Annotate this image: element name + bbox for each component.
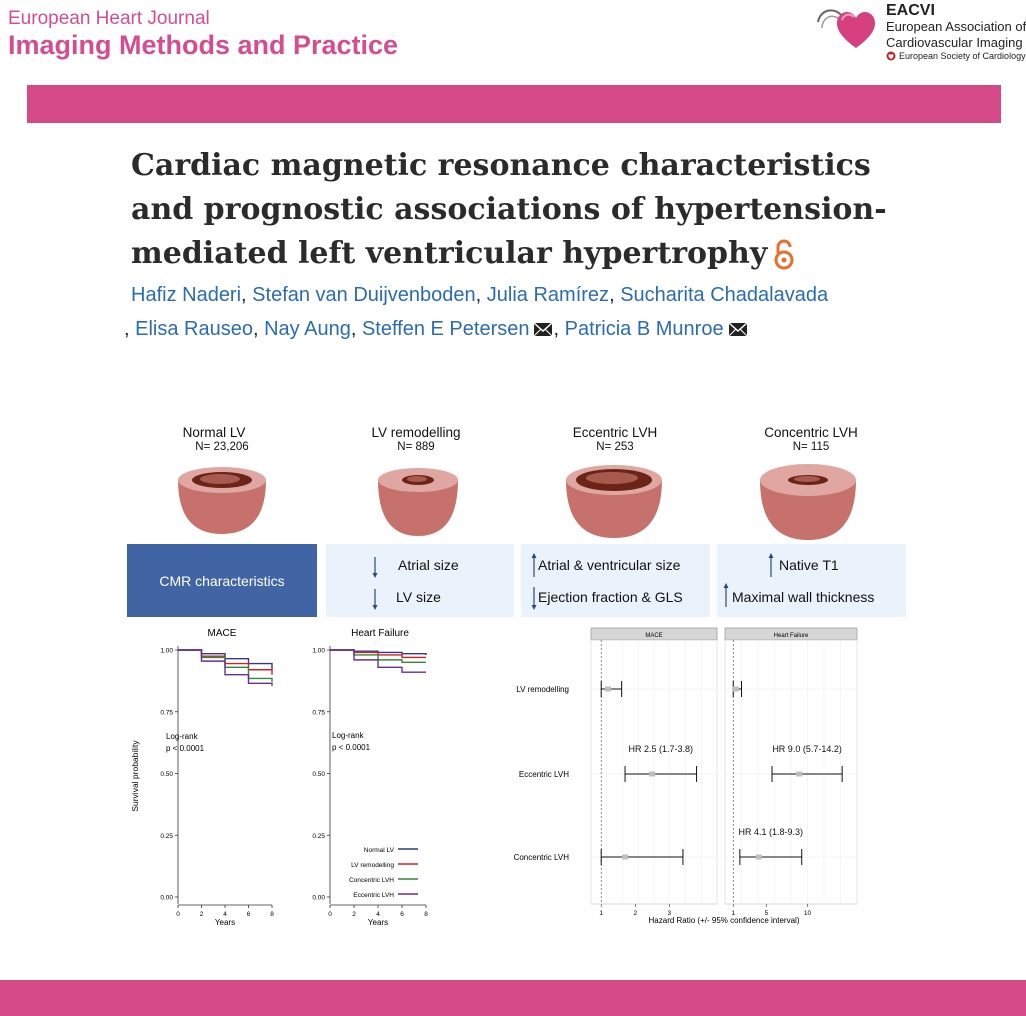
forest-panel-title: Heart Failure	[773, 633, 809, 639]
group-name-concentric: Concentric LVH	[764, 425, 858, 440]
forest-hr-label: HR 4.1 (1.8-9.3)	[738, 827, 804, 837]
arrow-down-icon	[530, 586, 538, 612]
forest-x-tick-label: 3	[667, 910, 672, 917]
esc-heart-icon	[886, 51, 896, 61]
mail-icon[interactable]	[533, 322, 553, 337]
ejection-fraction-gls-label: Ejection fraction & GLS	[538, 589, 683, 605]
heart-concentric-lvh-illustration	[758, 460, 858, 542]
y-tick-label: 0.75	[312, 709, 325, 717]
heart-lv-remodelling-illustration	[376, 462, 460, 538]
y-tick-label: 0.75	[160, 709, 173, 717]
journal-subtitle: Imaging Methods and Practice	[8, 30, 399, 60]
atrial-size-label: Atrial size	[398, 557, 459, 573]
author-link[interactable]: Sucharita Chadalavada	[620, 284, 829, 306]
eacvi-name-line1: European Association of	[886, 19, 1026, 34]
eacvi-heart-logo	[812, 2, 884, 50]
annotation-p-value: p < 0.0001	[166, 744, 205, 753]
legend-label: LV remodelling	[351, 862, 394, 869]
x-tick-label: 8	[270, 911, 274, 918]
group-n-remodelling: N= 889	[397, 441, 435, 453]
header-band	[27, 85, 1001, 123]
group-n-eccentric: N= 253	[596, 441, 634, 453]
esc-label	[886, 51, 1026, 61]
x-axis-label: Years	[214, 918, 236, 927]
atrial-ventricular-size-label: Atrial & ventricular size	[538, 557, 681, 573]
arrow-up-icon	[530, 552, 538, 578]
annotation-p-value: p < 0.0001	[332, 743, 371, 752]
arrow-up-icon	[722, 582, 730, 608]
legend-label: Normal LV	[363, 847, 394, 854]
y-tick-label: 1.00	[160, 647, 173, 655]
km-chart-title: Heart Failure	[351, 628, 409, 639]
forest-panel-title: MACE	[645, 633, 663, 639]
authors-line1: Hafiz Naderi, Stefan van Duijvenboden, Julia Ramírez, Sucharita Chadalavada	[131, 284, 829, 306]
author-link[interactable]: Elisa Rauseo	[135, 318, 253, 340]
legend-label: Eccentric LVH	[353, 892, 394, 899]
annotation-log-rank: Log-rank	[166, 732, 198, 741]
km-heart-failure-chart	[300, 622, 440, 932]
heart-normal-lv-illustration	[176, 460, 268, 536]
annotation-log-rank: Log-rank	[332, 731, 364, 740]
article-title-text: Cardiac magnetic resonance characteristics and prognostic associations of hypertension-mediated left ventricular hypertrophy	[131, 148, 887, 271]
eacvi-name-line2: Cardiovascular Imaging	[886, 35, 1023, 50]
x-tick-label: 2	[199, 911, 204, 918]
y-tick-label: 0.25	[160, 832, 173, 840]
forest-x-tick-label: 1	[731, 910, 736, 917]
author-link[interactable]: Hafiz Naderi	[131, 284, 242, 306]
x-tick-label: 8	[424, 911, 428, 918]
forest-x-tick-label: 5	[764, 910, 769, 917]
forest-hr-label: HR 2.5 (1.7-3.8)	[628, 744, 694, 754]
group-n-concentric: N= 115	[792, 441, 830, 453]
lv-size-label: LV size	[396, 589, 441, 605]
mail-icon[interactable]	[728, 322, 748, 337]
forest-x-tick-label: 2	[633, 910, 638, 917]
forest-hr-label: HR 9.0 (5.7-14.2)	[772, 744, 842, 754]
x-tick-label: 2	[352, 911, 356, 918]
eccentric-characteristics-box	[521, 544, 710, 617]
x-tick-label: 4	[223, 911, 227, 918]
forest-row-label: LV remodelling	[516, 685, 569, 694]
y-tick-label: 0.00	[312, 894, 325, 902]
open-access-icon[interactable]	[773, 239, 795, 271]
group-name-eccentric: Eccentric LVH	[572, 425, 658, 440]
arrow-up-icon	[767, 552, 775, 578]
arrow-down-icon	[371, 588, 379, 612]
cmr-characteristics-label: CMR characteristics	[159, 572, 285, 589]
remodelling-characteristics-box	[326, 544, 514, 617]
author-link[interactable]: Steffen E Petersen	[361, 318, 530, 340]
y-tick-label: 0.25	[312, 832, 325, 840]
x-tick-label: 6	[246, 911, 251, 918]
x-tick-label: 0	[328, 911, 332, 918]
x-tick-label: 6	[400, 911, 404, 918]
group-name-remodelling: LV remodelling	[371, 425, 461, 440]
x-tick-label: 4	[376, 911, 380, 918]
x-axis-label: Years	[367, 918, 389, 927]
forest-row-label: Concentric LVH	[513, 853, 569, 862]
forest-plot	[497, 622, 862, 932]
native-t1-label: Native T1	[779, 557, 839, 573]
forest-point	[796, 772, 802, 777]
author-link[interactable]: Patricia B Munroe	[564, 318, 724, 340]
forest-point	[756, 855, 762, 860]
group-n-normal: N= 23,206	[195, 441, 249, 453]
heart-eccentric-lvh-illustration	[564, 458, 664, 540]
forest-row-label: Eccentric LVH	[518, 770, 569, 779]
legend-label: Concentric LVH	[348, 877, 394, 884]
author-link[interactable]: Julia Ramírez	[486, 284, 610, 306]
concentric-characteristics-box	[717, 544, 906, 617]
y-tick-label: 0.50	[312, 771, 325, 778]
y-tick-label: 1.00	[312, 647, 325, 655]
journal-name: European Heart Journal	[8, 8, 210, 29]
x-tick-label: 0	[176, 911, 180, 918]
authors-line2: , Elisa Rauseo, Nay Aung, Steffen E Petersen , Patricia B Munroe	[124, 318, 748, 341]
forest-point	[733, 687, 739, 692]
footer-band	[0, 980, 1026, 1016]
km-mace-chart	[130, 622, 290, 932]
forest-point	[649, 772, 655, 777]
maximal-wall-thickness-label: Maximal wall thickness	[732, 589, 875, 605]
forest-point	[605, 687, 611, 692]
forest-x-axis-label: Hazard Ratio (+/- 95% confidence interval)	[648, 916, 800, 925]
km-chart-title: MACE	[207, 628, 237, 639]
y-axis-label: Survival probability	[130, 740, 140, 812]
y-tick-label: 0.00	[160, 894, 173, 902]
y-tick-label: 0.50	[160, 771, 173, 778]
author-link[interactable]: Stefan van Duijvenboden	[252, 284, 476, 306]
author-link[interactable]: Nay Aung	[264, 318, 351, 340]
eacvi-acronym: EACVI	[886, 2, 935, 19]
forest-x-tick-label: 10	[803, 910, 812, 917]
esc-label-text: European Society of Cardiology	[899, 51, 1026, 61]
forest-x-tick-label: 1	[599, 910, 604, 917]
forest-point	[622, 855, 628, 860]
cmr-characteristics-box	[127, 544, 317, 617]
group-name-normal: Normal LV	[182, 425, 246, 440]
arrow-down-icon	[371, 556, 379, 580]
article-title	[131, 144, 931, 276]
